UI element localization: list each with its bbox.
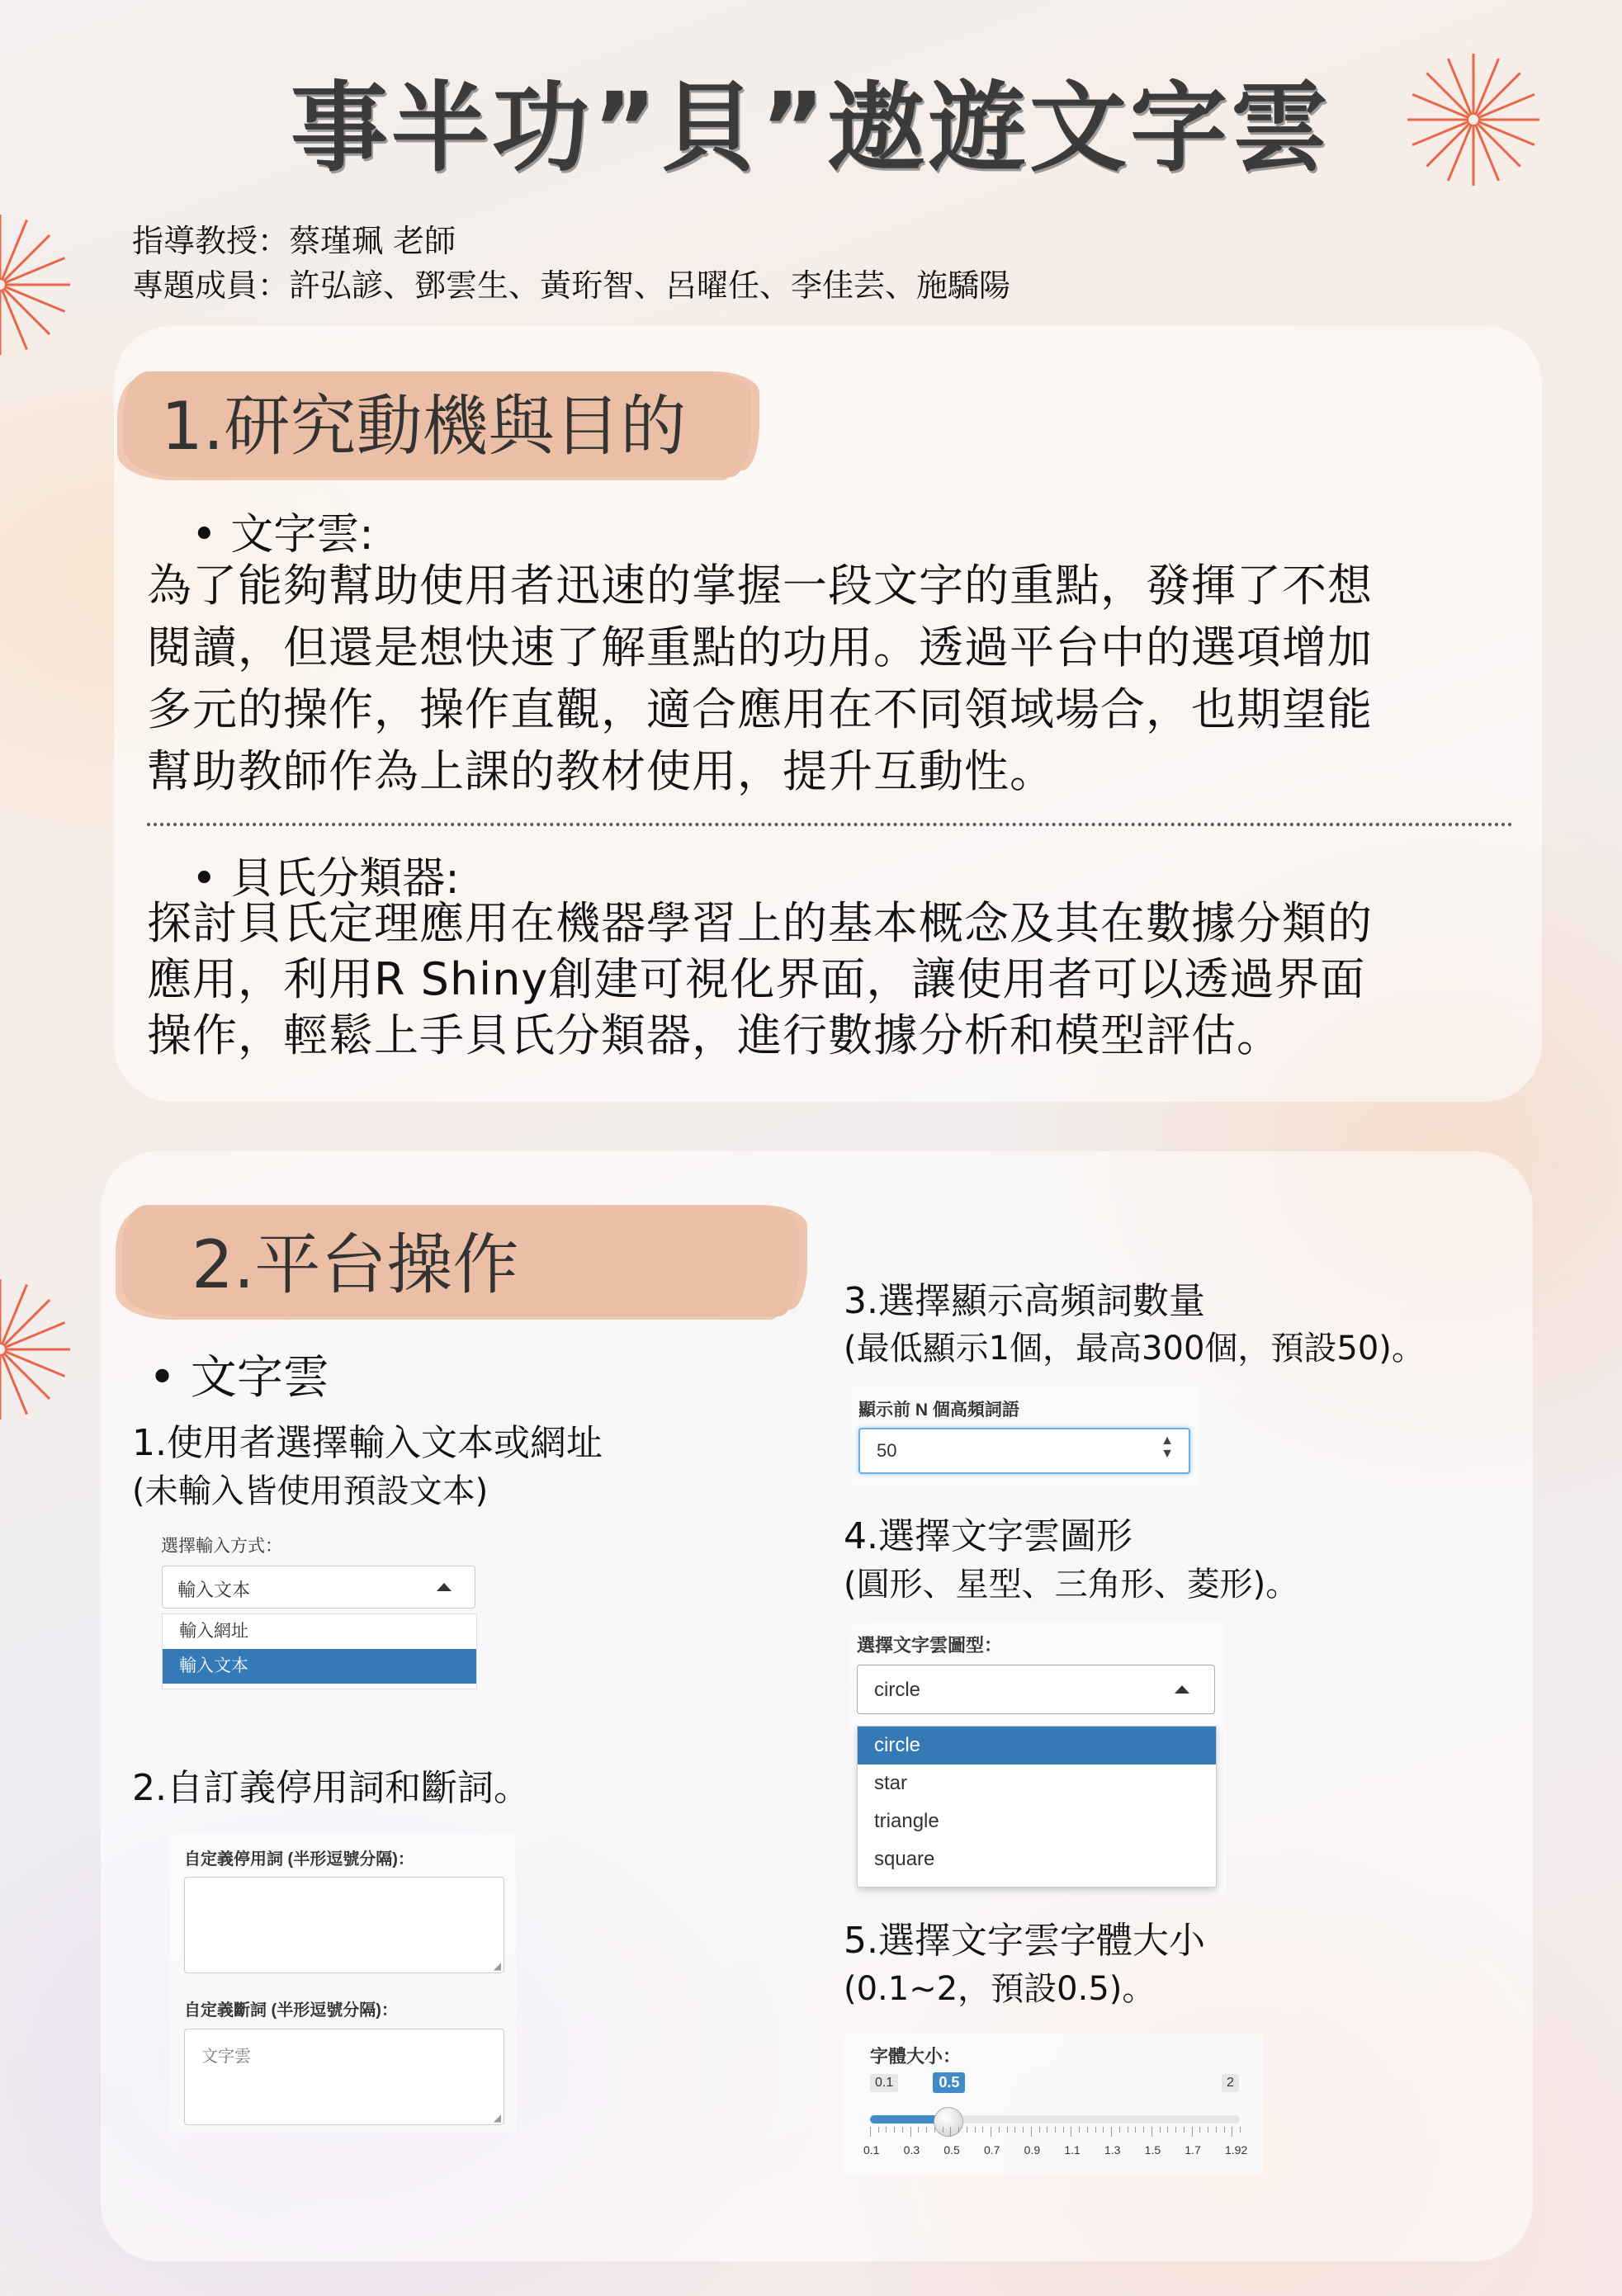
slider-min-label: 0.1 [870, 2074, 898, 2092]
paragraph-line: 操作，輕鬆上手貝氏分類器，進行數據分析和模型評估。 [147, 1009, 1282, 1061]
wordcloud-bullet-2-label: 文字雲 [190, 1351, 329, 1405]
members-line: 專題成員：許弘諺、鄧雲生、黃珩智、呂曜任、李佳芸、施驕陽 [132, 267, 1011, 304]
paragraph-line: 應用，利用R Shiny創建可視化界面，讓使用者可以透過界面 [147, 953, 1366, 1005]
paragraph-line: 幫助教師作為上課的教材使用，提升互動性。 [147, 745, 1055, 797]
option-url[interactable]: 輸入網址 [179, 1622, 248, 1641]
slider-tick [1111, 2127, 1112, 2137]
slider-tick [1192, 2127, 1193, 2137]
input-method-value: 輸入文本 [177, 1580, 251, 1600]
option-circle[interactable]: circle [858, 1727, 1216, 1765]
slider-tick-label: 0.5 [943, 2143, 960, 2157]
shape-select[interactable] [857, 1665, 1215, 1714]
paragraph-line: 多元的操作，操作直觀，適合應用在不同領域場合，也期望能 [147, 683, 1373, 735]
wordcloud-bullet-1-label: 文字雲: [230, 510, 374, 560]
slider-tick [894, 2127, 895, 2133]
slider-tick [1055, 2127, 1056, 2133]
stopwords-label: 自定義停用詞 (半形逗號分隔)： [184, 1850, 414, 1868]
step3-title: 3.選擇顯示高頻詞數量 [844, 1280, 1205, 1322]
slider-tick [1103, 2127, 1104, 2133]
step5-title: 5.選擇文字雲字體大小 [844, 1920, 1205, 1962]
slider-tick-label: 0.3 [903, 2143, 920, 2157]
bayes-bullet-label: 貝氏分類器: [230, 854, 460, 904]
slider-tick [886, 2127, 887, 2133]
slider-tick [910, 2127, 911, 2137]
slider-tick [926, 2127, 927, 2133]
slider-tick [1184, 2127, 1185, 2133]
bayes-paragraph [147, 895, 1517, 1064]
paragraph-line: 閱讀，但還是想快速了解重點的功用。透過平台中的選項增加 [147, 621, 1373, 673]
option-square[interactable]: square [874, 1848, 935, 1870]
slider-tick [1063, 2127, 1064, 2133]
input-method-label: 選擇輸入方式： [161, 1537, 282, 1556]
bayes-bullet: • 貝氏分類器: [192, 854, 460, 904]
shape-widget [850, 1622, 1226, 1894]
wordcloud-paragraph [147, 555, 1517, 802]
segment-label: 自定義斷詞 (半形逗號分隔)： [184, 2001, 398, 2020]
slider-tick [1079, 2127, 1080, 2133]
input-method-widget [149, 1523, 479, 1696]
wordcloud-bullet-1: • 文字雲: [192, 510, 374, 560]
slider-tick [1023, 2127, 1024, 2133]
slider-tick [878, 2127, 879, 2133]
step2-title: 2.自訂義停用詞和斷詞。 [132, 1767, 530, 1809]
slider-tick [1175, 2127, 1176, 2133]
slider-tick [1160, 2127, 1161, 2133]
resize-handle-icon[interactable]: ◢ [493, 2112, 501, 2124]
topn-label: 顯示前 N 個高頻詞語 [858, 1401, 1019, 1420]
poster-title: 事半功”貝”遨遊文字雲 [290, 71, 1332, 185]
slider-tick [1095, 2127, 1096, 2133]
section1-heading: 1.研究動機與目的 [161, 388, 687, 465]
slider-tick-label: 0.9 [1024, 2143, 1041, 2157]
option-star[interactable]: star [874, 1772, 908, 1794]
slider-tick [1224, 2127, 1225, 2133]
slider-tick [950, 2127, 951, 2137]
sunburst-icon-left-mid [0, 1275, 74, 1424]
fontsize-widget [844, 2034, 1263, 2175]
dotted-divider [147, 823, 1513, 826]
slider-tick-label: 1.7 [1185, 2143, 1201, 2157]
shape-label: 選擇文字雲圖型： [857, 1635, 1003, 1656]
spinner-arrows-icon[interactable]: ▲ ▼ [1161, 1434, 1174, 1461]
step4-note: (圓形、星型、三角形、菱形)。 [844, 1566, 1299, 1604]
slider-tick [918, 2127, 919, 2133]
slider-tick [902, 2127, 903, 2133]
slider-tick [982, 2127, 983, 2133]
segment-value: 文字雲 [201, 2048, 251, 2066]
slider-tick [1014, 2127, 1015, 2133]
wordcloud-bullet-2: • 文字雲 [149, 1351, 329, 1405]
advisor-line: 指導教授：蔡瑾珮 老師 [132, 223, 456, 259]
step4-title: 4.選擇文字雲圖形 [844, 1515, 1133, 1557]
topn-value: 50 [877, 1440, 897, 1461]
slider-tick-label: 1.5 [1144, 2143, 1161, 2157]
step1-title: 1.使用者選擇輸入文本或網址 [132, 1422, 603, 1464]
slider-tick [1039, 2127, 1040, 2133]
slider-tick [1240, 2127, 1241, 2133]
stopwords-textarea[interactable] [184, 1877, 504, 1973]
option-text[interactable]: 輸入文本 [163, 1649, 476, 1684]
input-method-dropdown [162, 1613, 477, 1689]
slider-tick [934, 2127, 935, 2133]
caret-up-icon [437, 1583, 452, 1591]
shape-dropdown [857, 1726, 1217, 1887]
topn-input[interactable] [858, 1428, 1190, 1474]
segment-textarea[interactable] [184, 2029, 504, 2125]
slider-tick-label: 1.3 [1104, 2143, 1121, 2157]
slider-tick-label: 1.1 [1064, 2143, 1081, 2157]
slider-tick-label: 1.92 [1225, 2143, 1248, 2157]
option-triangle[interactable]: triangle [874, 1810, 939, 1832]
step1-note: (未輸入皆使用預設文本) [132, 1472, 489, 1510]
input-method-select[interactable] [162, 1566, 475, 1609]
slider-tick [1119, 2127, 1120, 2133]
slider-tick [958, 2127, 959, 2133]
slider-track[interactable] [870, 2115, 1240, 2124]
slider-tick [1216, 2127, 1217, 2133]
authors-block [132, 219, 1010, 308]
slider-tick [1167, 2127, 1168, 2133]
custom-words-widget [169, 1834, 516, 2133]
slider-tick [1087, 2127, 1088, 2133]
resize-handle-icon[interactable]: ◢ [493, 1960, 501, 1972]
fontsize-label: 字體大小： [870, 2046, 962, 2067]
slider-grid [863, 2127, 1248, 2168]
step5-note: (0.1~2，預設0.5)。 [844, 1970, 1156, 2008]
shape-value: circle [874, 1679, 921, 1701]
paragraph-line: 為了能夠幫助使用者迅速的掌握一段文字的重點，發揮了不想 [147, 560, 1373, 612]
step3-note: (最低顯示1個，最高300個，預設50)。 [844, 1330, 1425, 1368]
caret-up-icon [1175, 1685, 1189, 1694]
slider-tick [1007, 2127, 1008, 2133]
section2-heading: 2.平台操作 [192, 1226, 519, 1303]
sunburst-icon-left-top [0, 210, 74, 359]
slider-value-label: 0.5 [933, 2072, 965, 2093]
paragraph-line: 探討貝氏定理應用在機器學習上的基本概念及其在數據分類的 [147, 897, 1373, 949]
slider-tick [870, 2127, 871, 2137]
slider-max-label: 2 [1222, 2074, 1239, 2092]
slider-tick [975, 2127, 976, 2133]
slider-tick-label: 0.7 [984, 2143, 1000, 2157]
topn-widget [850, 1387, 1200, 1487]
slider-tick [1151, 2127, 1152, 2137]
slider-tick [1135, 2127, 1136, 2133]
slider-tick [1199, 2127, 1200, 2133]
slider-tick-label: 0.1 [863, 2143, 880, 2157]
slider-tick [1031, 2127, 1032, 2137]
slider-tick [1143, 2127, 1144, 2133]
slider-tick [999, 2127, 1000, 2133]
